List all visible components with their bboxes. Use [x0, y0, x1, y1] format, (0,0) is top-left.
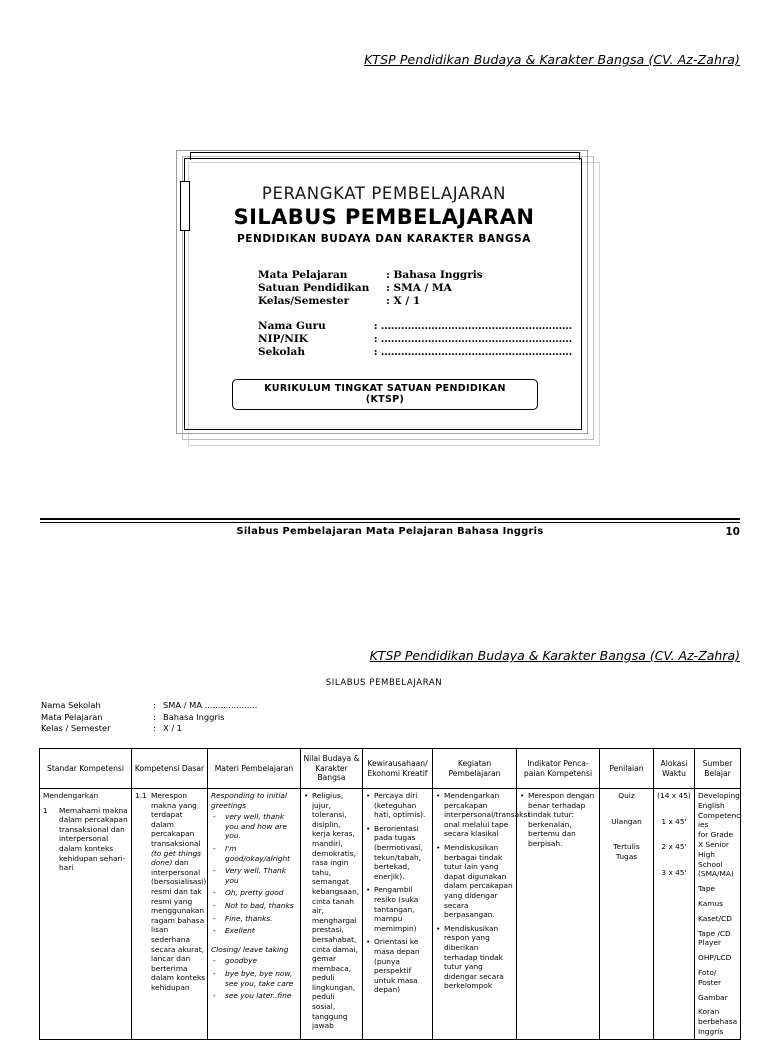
footer-rule-thick — [40, 518, 740, 520]
materi-list-2 — [211, 956, 297, 1000]
th-kewirausahaan: Kewirausahaan/ Ekonomi Kreatif — [363, 749, 433, 789]
silabus-table — [39, 748, 741, 1040]
cover-meta-value: : X / 1 — [386, 295, 421, 307]
sk-text: Memahami makna dalam percakapan transaksional dan interpersonal dalam konteks kehidupan sehari-hari — [59, 805, 128, 873]
cover-meta-label: Mata Pelajaran — [258, 269, 348, 281]
kd-text-italic: (to get things done) — [151, 848, 201, 868]
cell-kegiatan-pembelajaran — [433, 789, 530, 1040]
th-materi-pembelajaran: Materi Pembelajaran — [208, 749, 301, 789]
alokasi-item: 2 x 45' — [661, 842, 687, 852]
penilaian-item: Ulangan — [611, 816, 642, 826]
sheet-meta-value: X / 1 — [163, 723, 183, 734]
sheet-meta-colon: : — [153, 711, 156, 722]
cell-indikator — [517, 789, 600, 1040]
sheet-meta-label: Nama Sekolah — [41, 700, 101, 710]
kewirausahaan-list-item: • Orientasi ke masa depan (punya perspektif untuk masa depan) — [374, 937, 429, 995]
nilai-list-item: • Religius, jujur, toleransi, disiplin, kerja keras, mandiri, demokratis, rasa ingin tahu, semangat kebangsaan, cinta tanah air, menghargai prestasi, bersahabat, cinta damai, gemar membaca, peduli lingkungan, peduli sosial, tanggung jawab — [312, 791, 359, 1031]
kegiatan-list-item: • Mendengarkan percakapan interpersonal/transaksi onal melalui tape secara klasikal — [444, 791, 513, 839]
materi-heading-1: Responding to initial greetings — [211, 791, 287, 810]
sheet-meta-row — [41, 700, 257, 712]
sumber-item: Koran berbehasa Inggris — [698, 1007, 738, 1036]
cover-title-silabus: SILABUS PEMBELAJARAN — [233, 205, 535, 229]
cover-content — [196, 166, 572, 424]
sheet-meta-value: Bahasa Inggris — [163, 711, 225, 722]
materi-list-item: - goodbye — [225, 956, 297, 966]
sk-title: Mendengarkan — [43, 791, 99, 800]
alokasi-item: 3 x 45' — [661, 867, 687, 877]
th-standar-kompetensi: Standar Kompetensi — [40, 749, 132, 789]
cover-meta-row — [258, 346, 572, 359]
cover-meta-row — [258, 282, 572, 295]
page-number: 10 — [725, 525, 740, 538]
sumber-item: Developing English Competenc ies — [698, 791, 741, 830]
kegiatan-list — [436, 791, 530, 991]
sheet-title: SILABUS PEMBELAJARAN — [325, 678, 443, 688]
cell-kewirausahaan — [363, 789, 433, 1040]
kd-number: 1.1 — [135, 791, 147, 800]
kd-item — [135, 791, 207, 992]
sheet-meta-label: Mata Pelajaran — [41, 711, 103, 722]
alokasi-item: 1 x 45' — [661, 816, 687, 826]
kewirausahaan-list-item: • Berorientasi pada tugas (bermotivasi, tekun/tabah, bertekad, enerjik). — [374, 824, 429, 882]
sk-item — [43, 806, 128, 873]
kewirausahaan-list — [366, 791, 429, 995]
th-kompetensi-dasar: Kompetensi Dasar — [132, 749, 208, 789]
th-alokasi-waktu: Alokasi Waktu — [654, 749, 695, 789]
sumber-item: Foto/ Poster — [698, 967, 722, 987]
cover-meta-label: Satuan Pendidikan — [258, 282, 370, 294]
materi-list-item: - Very well. Thank you — [225, 866, 297, 885]
materi-list-1 — [211, 812, 297, 936]
kd-text — [151, 791, 206, 992]
materi-list-item: - bye bye, bye now, see you, take care — [225, 969, 297, 988]
sumber-item: for Grade X Senior High School (SMA/MA) — [698, 830, 734, 879]
materi-list-item: - Fine, thanks. — [225, 914, 297, 924]
footer-title: Silabus Pembelajaran Mata Pelajaran Bahasa Inggris — [236, 525, 544, 537]
running-header-page1: KTSP Pendidikan Budaya & Karakter Bangsa (CV. Az-Zahra) — [364, 52, 740, 67]
sheet-meta-block — [41, 700, 257, 735]
materi-list-item: - Oh, pretty good — [225, 888, 297, 898]
cover-meta-value: : ......................................................... — [373, 320, 572, 332]
sheet-meta-colon: : — [153, 700, 156, 710]
sheet-meta-label: Kelas / Semester — [41, 723, 111, 734]
materi-list-item: - I'm good/okay/alright — [225, 844, 297, 863]
kegiatan-list-item: • Mendiskusikan berbagai tindak tutur lain yang dapat digunakan dalam percakapan yang didengar secara berpasangan. — [444, 843, 513, 920]
th-nilai-budaya: Nilai Budaya & Karakter Bangsa — [301, 749, 363, 789]
cover-meta-label: Sekolah — [258, 346, 305, 358]
sumber-item: Kaset/CD — [698, 913, 732, 923]
cover-meta-row — [258, 295, 572, 308]
alokasi-item: (14 x 45) — [657, 791, 691, 800]
sheet-meta-value: SMA / MA .................... — [163, 700, 258, 710]
cell-alokasi-waktu — [654, 789, 695, 1040]
cover-meta-row — [258, 320, 572, 333]
cover-meta-spacer — [258, 308, 572, 320]
kegiatan-list-item: • Mendiskusikan respon yang diberikan terhadap tindak tutur yang didengar secara berkelompok — [444, 924, 513, 991]
cover-meta-value: : ......................................................... — [373, 333, 572, 345]
page-footer — [40, 518, 740, 542]
sumber-item: Gambar — [698, 992, 728, 1002]
kd-text-part-a: Merespon makna yang terdapat dalam percakapan transaksional — [151, 791, 201, 848]
cell-kompetensi-dasar — [132, 789, 208, 1040]
kewirausahaan-list-item: • Pengambil resiko (suka tantangan, mampu memimpin) — [374, 885, 429, 933]
penilaian-item: Tertulis Tugas — [613, 842, 640, 861]
cover-meta-value: : SMA / MA — [386, 282, 452, 294]
sumber-item: Kamus — [698, 898, 723, 908]
cover-meta-value: : Bahasa Inggris — [386, 269, 483, 281]
sheet-meta-row — [41, 723, 257, 735]
th-sumber-belajar: Sumber Belajar — [695, 749, 741, 789]
materi-list-item: - Exellent — [225, 926, 297, 936]
ktsp-banner — [232, 379, 538, 410]
running-header-page2: KTSP Pendidikan Budaya & Karakter Bangsa (CV. Az-Zahra) — [369, 648, 740, 663]
penilaian-item: Quiz — [618, 791, 635, 800]
sumber-item: OHP/LCD — [698, 953, 732, 963]
indikator-list-item: • Merespon dengan benar terhadap tindak tutur: berkenalan, bertemu dan berpisah. — [528, 791, 596, 849]
cover-title-perangkat: PERANGKAT PEMBELAJARAN — [261, 184, 507, 203]
indikator-list — [520, 791, 596, 849]
sheet-meta-row — [41, 712, 257, 724]
sumber-item: Tape /CD Player — [698, 928, 731, 948]
materi-list-item: - very well, thank you and how are you. — [225, 812, 297, 841]
th-kegiatan-pembelajaran: Kegiatan Pembelajaran — [433, 749, 517, 789]
footer-row — [40, 526, 740, 542]
cell-sumber-belajar — [695, 789, 741, 1040]
th-indikator: Indikator Penca-paian Kompetensi — [517, 749, 600, 789]
cover-meta-block — [196, 269, 572, 359]
table-header-row — [40, 749, 741, 789]
cover-meta-row — [258, 333, 572, 346]
cover-meta-row — [258, 269, 572, 282]
table-row — [40, 789, 741, 1040]
footer-rule-thin — [40, 522, 740, 523]
cell-materi-pembelajaran — [208, 789, 301, 1040]
kewirausahaan-list-item: • Percaya diri (keteguhan hati, optimis). — [374, 791, 429, 820]
cover-frame-left-notch — [180, 181, 190, 231]
cover-frame-group — [176, 150, 600, 446]
cover-meta-label: Nama Guru — [258, 320, 326, 332]
th-penilaian: Penilaian — [600, 749, 654, 789]
materi-list-item: - Not to bad, thanks — [225, 901, 297, 911]
materi-list-item: - see you later..fine — [225, 991, 297, 1001]
cell-standar-kompetensi — [40, 789, 132, 1040]
nilai-list — [304, 791, 359, 1031]
ktsp-banner-line1: KURIKULUM TINGKAT SATUAN PENDIDIKAN — [264, 383, 506, 394]
sheet-meta-colon: : — [153, 723, 156, 734]
materi-heading-2: Closing/ leave taking — [211, 944, 289, 954]
cover-meta-label: NIP/NIK — [258, 333, 308, 345]
sk-number: 1 — [43, 805, 48, 815]
cover-subtitle: PENDIDIKAN BUDAYA DAN KARAKTER BANGSA — [237, 233, 531, 245]
cover-meta-value: : ......................................................... — [373, 346, 572, 358]
cell-penilaian — [600, 789, 654, 1040]
ktsp-banner-line2: (KTSP) — [365, 394, 405, 405]
cell-nilai-budaya — [301, 789, 363, 1040]
cover-meta-label: Kelas/Semester — [258, 295, 350, 307]
sumber-item: Tape — [698, 884, 716, 894]
kd-text-part-b: dan interpersonal (bersosialisasi) resmi dan tak resmi yang menggunakan ragam bahasa lisan sederhana secara akurat, lancar dan berterima dalam konteks kehidupan — [151, 858, 207, 992]
